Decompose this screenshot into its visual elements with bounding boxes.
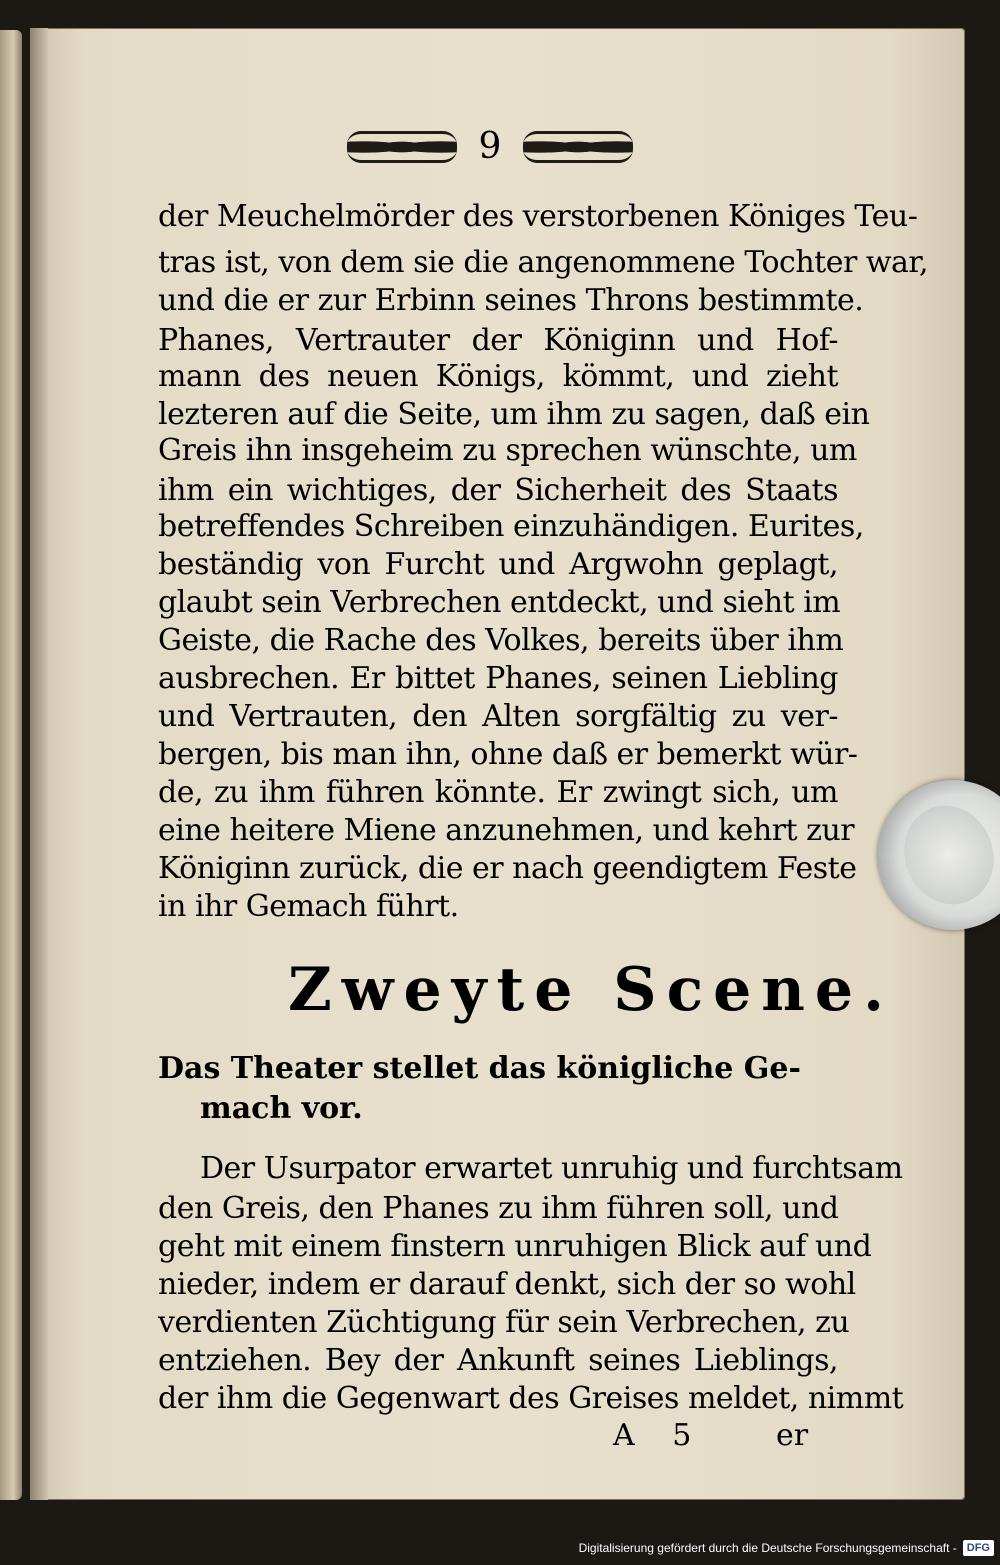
credit-text: Digitalisierung gefördert durch die Deutsche Forschungsgemeinschaft - bbox=[578, 1541, 957, 1555]
text-line: ausbrechen. Er bittet Phanes, seinen Liebling bbox=[158, 661, 838, 696]
text-line: mann des neuen Königs, kömmt, und zieht bbox=[158, 359, 838, 394]
right-ornament-icon bbox=[523, 131, 633, 163]
page-gutter bbox=[30, 28, 48, 1500]
text-line: der ihm die Gegenwart des Greises meldet, nimmt bbox=[158, 1381, 904, 1416]
text-line: Geiste, die Rache des Volkes, bereits über ihm bbox=[158, 623, 844, 658]
text-line: nieder, indem er darauf denkt, sich der so wohl bbox=[158, 1267, 856, 1302]
text-line: beständig von Furcht und Argwohn geplagt, bbox=[158, 547, 838, 582]
text-line: geht mit einem finstern unruhigen Blick auf und bbox=[158, 1229, 872, 1264]
text-line: der Meuchelmörder des verstorbenen Königes Teu- bbox=[158, 199, 918, 234]
stage-direction-line: mach vor. bbox=[200, 1091, 363, 1126]
text-line: ihm ein wichtiges, der Sicherheit des Staats bbox=[158, 473, 838, 508]
signature-mark: A 5 bbox=[613, 1418, 706, 1453]
text-line: Phanes, Vertrauter der Königinn und Hof- bbox=[158, 323, 838, 358]
text-line: eine heitere Miene anzunehmen, und kehrt zur bbox=[158, 813, 855, 848]
text-line: Greis ihn insgeheim zu sprechen wünschte, um bbox=[158, 433, 857, 468]
left-ornament-icon bbox=[347, 131, 457, 163]
text-line: glaubt sein Verbrechen entdeckt, und sieht im bbox=[158, 585, 841, 620]
page-number: 9 bbox=[478, 126, 502, 167]
stage-direction-line: Das Theater stellet das königliche Ge- bbox=[158, 1051, 801, 1086]
text-line: Der Usurpator erwartet unruhig und furchtsam bbox=[200, 1151, 903, 1186]
previous-page-edge bbox=[0, 30, 22, 1500]
page-footer bbox=[158, 1418, 838, 1458]
text-line: tras ist, von dem sie die angenommene Tochter war, bbox=[158, 245, 929, 280]
text-line: bergen, bis man ihn, ohne daß er bemerkt wür- bbox=[158, 737, 858, 772]
scene-heading: Zweyte Scene. bbox=[288, 955, 894, 1025]
text-line: verdienten Züchtigung für sein Verbrechen, zu bbox=[158, 1305, 850, 1340]
text-line: den Greis, den Phanes zu ihm führen soll, und bbox=[158, 1191, 839, 1226]
digitization-credit bbox=[579, 1535, 994, 1561]
text-line: entziehen. Bey der Ankunft seines Lieblings, bbox=[158, 1343, 838, 1378]
text-line: Königinn zurück, die er nach geendigtem Feste bbox=[158, 851, 857, 886]
text-line: in ihr Gemach führt. bbox=[158, 889, 459, 924]
text-line: de, zu ihm führen könnte. Er zwingt sich, um bbox=[158, 775, 838, 810]
text-line: und Vertrauten, den Alten sorgfältig zu ver- bbox=[158, 699, 838, 734]
text-line: betreffendes Schreiben einzuhändigen. Eurites, bbox=[158, 509, 864, 544]
page-header bbox=[340, 122, 640, 172]
dfg-logo-icon: DFG bbox=[963, 1540, 994, 1556]
catchword: er bbox=[776, 1418, 809, 1453]
text-line: und die er zur Erbinn seines Throns bestimmte. bbox=[158, 283, 864, 318]
text-line: lezteren auf die Seite, um ihm zu sagen, daß ein bbox=[158, 397, 870, 432]
